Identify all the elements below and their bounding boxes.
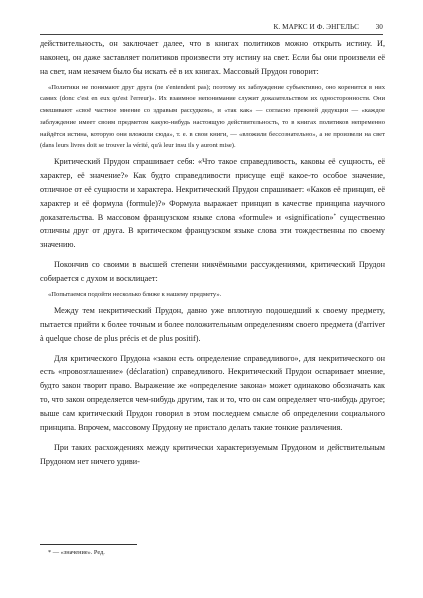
page-body (40, 37, 385, 469)
paragraph-2 (40, 155, 385, 252)
footnote-marker: * (333, 213, 337, 219)
paragraph-6: При таких расхождениях между критически характеризуемым Прудоном и действительным Прудоном нет ничего удиви- (40, 442, 385, 466)
page-number: 30 (375, 23, 383, 31)
quotation-1: «Политики не понимают друг друга (ne s'entendent pas); поэтому их заблуждение субъективно, оно коренится в них самих (donc c'est en eux qu'est l'erreur)». Их взаимное непонимание служит доказательством их односторонности. Они смешивают «своё частное мнение со здравым рассудком», и «так как» — согласно прежней дедукции — «каждое заблуждение имеет своим предметом какую-нибудь настоящую действительность, то в книгах политиков непременно найдётся истина, которую они вложили сюда», т. е. в свои книги, — «вложили бессознательно», а не произвели на свет (dans leurs livres doit se trouver la vérité, qu'à leur insu ils y auront mise). (40, 83, 385, 150)
paragraph-5: Для критического Прудона «закон есть определение справедливого», для некритического он есть «провозглашение» (déclaration) справедливого. Некритический Прудон оспаривает мнение, будто закон творит право. Выражение же «определение закона» может одинаково обозначать как то, что закон определяется чем-нибудь другим, так и то, что он сам определяет что-нибудь другое; выше сам критический Прудон говорил в этом последнем смысле об определении социального принципа. Впрочем, массовому Прудону не пристало делать такие тонкие различения. (40, 353, 385, 433)
footnote: * — «значение». Ред. (48, 549, 105, 556)
paragraph-1: действительность, он заключает далее, что в книгах политиков можно открыть истину. И, наконец, он даже заставляет политиков произвести эту истину на свет. Если бы они произвели её на свет, нам незачем было бы искать её в их книгах. Массовый Прудон говорит: (40, 39, 385, 76)
running-header (40, 22, 383, 35)
paragraph-3: Покончив со своими в высшей степени никчёмными рассуждениями, критический Прудон собирается с духом и восклицает: (40, 260, 385, 284)
paragraph-2-end: существенно отличны друг от друга. В критическом французском языке слова эти тождественны по своему значению. (40, 212, 385, 250)
paragraph-4: Между тем некритический Прудон, давно уже вплотную подошедший к своему предмету, пытается прийти к более точным и более положительным определениям своего предмета (d'arriver à quelque chose de plus précis et de plus positif). (40, 305, 385, 343)
running-title: К. МАРКС И Ф. ЭНГЕЛЬС (273, 23, 359, 31)
footnote-rule (40, 544, 137, 545)
paragraph-2-text: Критический Прудон спрашивает себя: «Что такое справедливость, каковы её сущность, её характер, её значение?» Как будто справедливости присуще ещё какое-то особое значение, отличное от её сущности и характера. Некритический Прудон спрашивает: «Каков её принцип, её характер и её формула (formule)?» Формула выражает принцип в качестве принципа научного доказательства. В массовом французском языке слова «formule» и «signification» (40, 156, 385, 222)
quotation-2: «Попытаемся подойти несколько ближе к нашему предмету». (48, 291, 222, 299)
